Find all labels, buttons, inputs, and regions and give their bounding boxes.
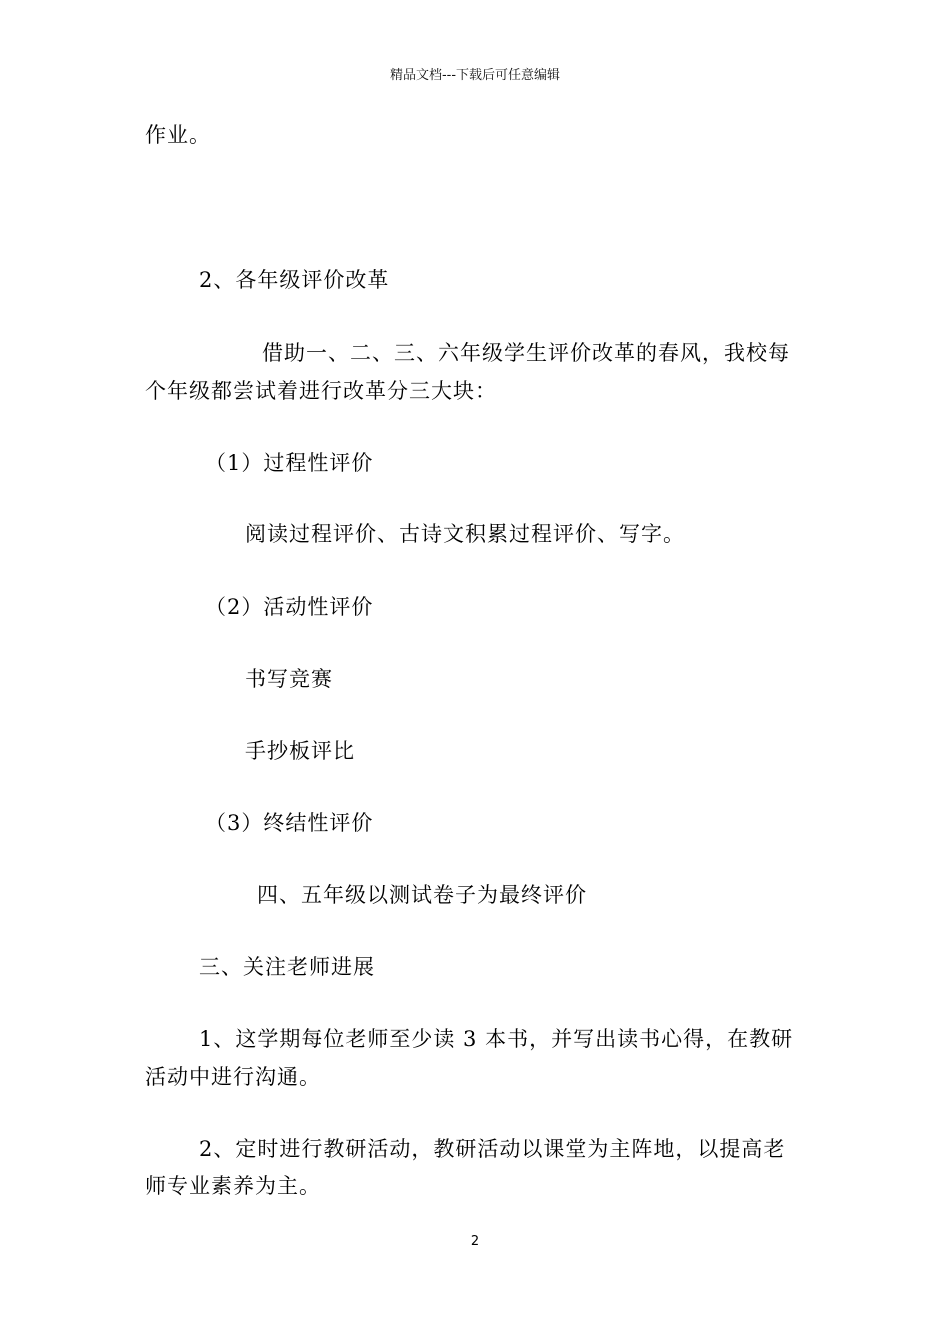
body-line: 借助一、二、三、六年级学生评价改革的春风，我校每: [262, 341, 790, 365]
section-heading: 三、关注老师进展: [199, 955, 375, 979]
body-line: 四、五年级以测试卷子为最终评价: [257, 883, 587, 907]
body-line: 手抄板评比: [245, 739, 355, 763]
body-line: 活动中进行沟通。: [145, 1065, 321, 1089]
body-line: 2、定时进行教研活动，教研活动以课堂为主阵地，以提高老: [199, 1137, 786, 1161]
body-line: 阅读过程评价、古诗文积累过程评价、写字。: [245, 522, 685, 546]
subsection-heading: （2）活动性评价: [205, 595, 374, 619]
body-line: 个年级都尝试着进行改革分三大块：: [145, 379, 497, 403]
body-line: 作业。: [145, 123, 211, 147]
body-line: 师专业素养为主。: [145, 1174, 321, 1198]
page-number: 2: [470, 1234, 480, 1249]
body-line: 1、这学期每位老师至少读 3 本书，并写出读书心得，在教研: [199, 1027, 794, 1051]
subsection-heading: （3）终结性评价: [205, 811, 374, 835]
section-heading: 2、各年级评价改革: [199, 268, 390, 292]
body-line: 书写竞赛: [245, 667, 333, 691]
page-header: 精品文档---下载后可任意编辑: [389, 68, 561, 83]
subsection-heading: （1）过程性评价: [205, 451, 374, 475]
